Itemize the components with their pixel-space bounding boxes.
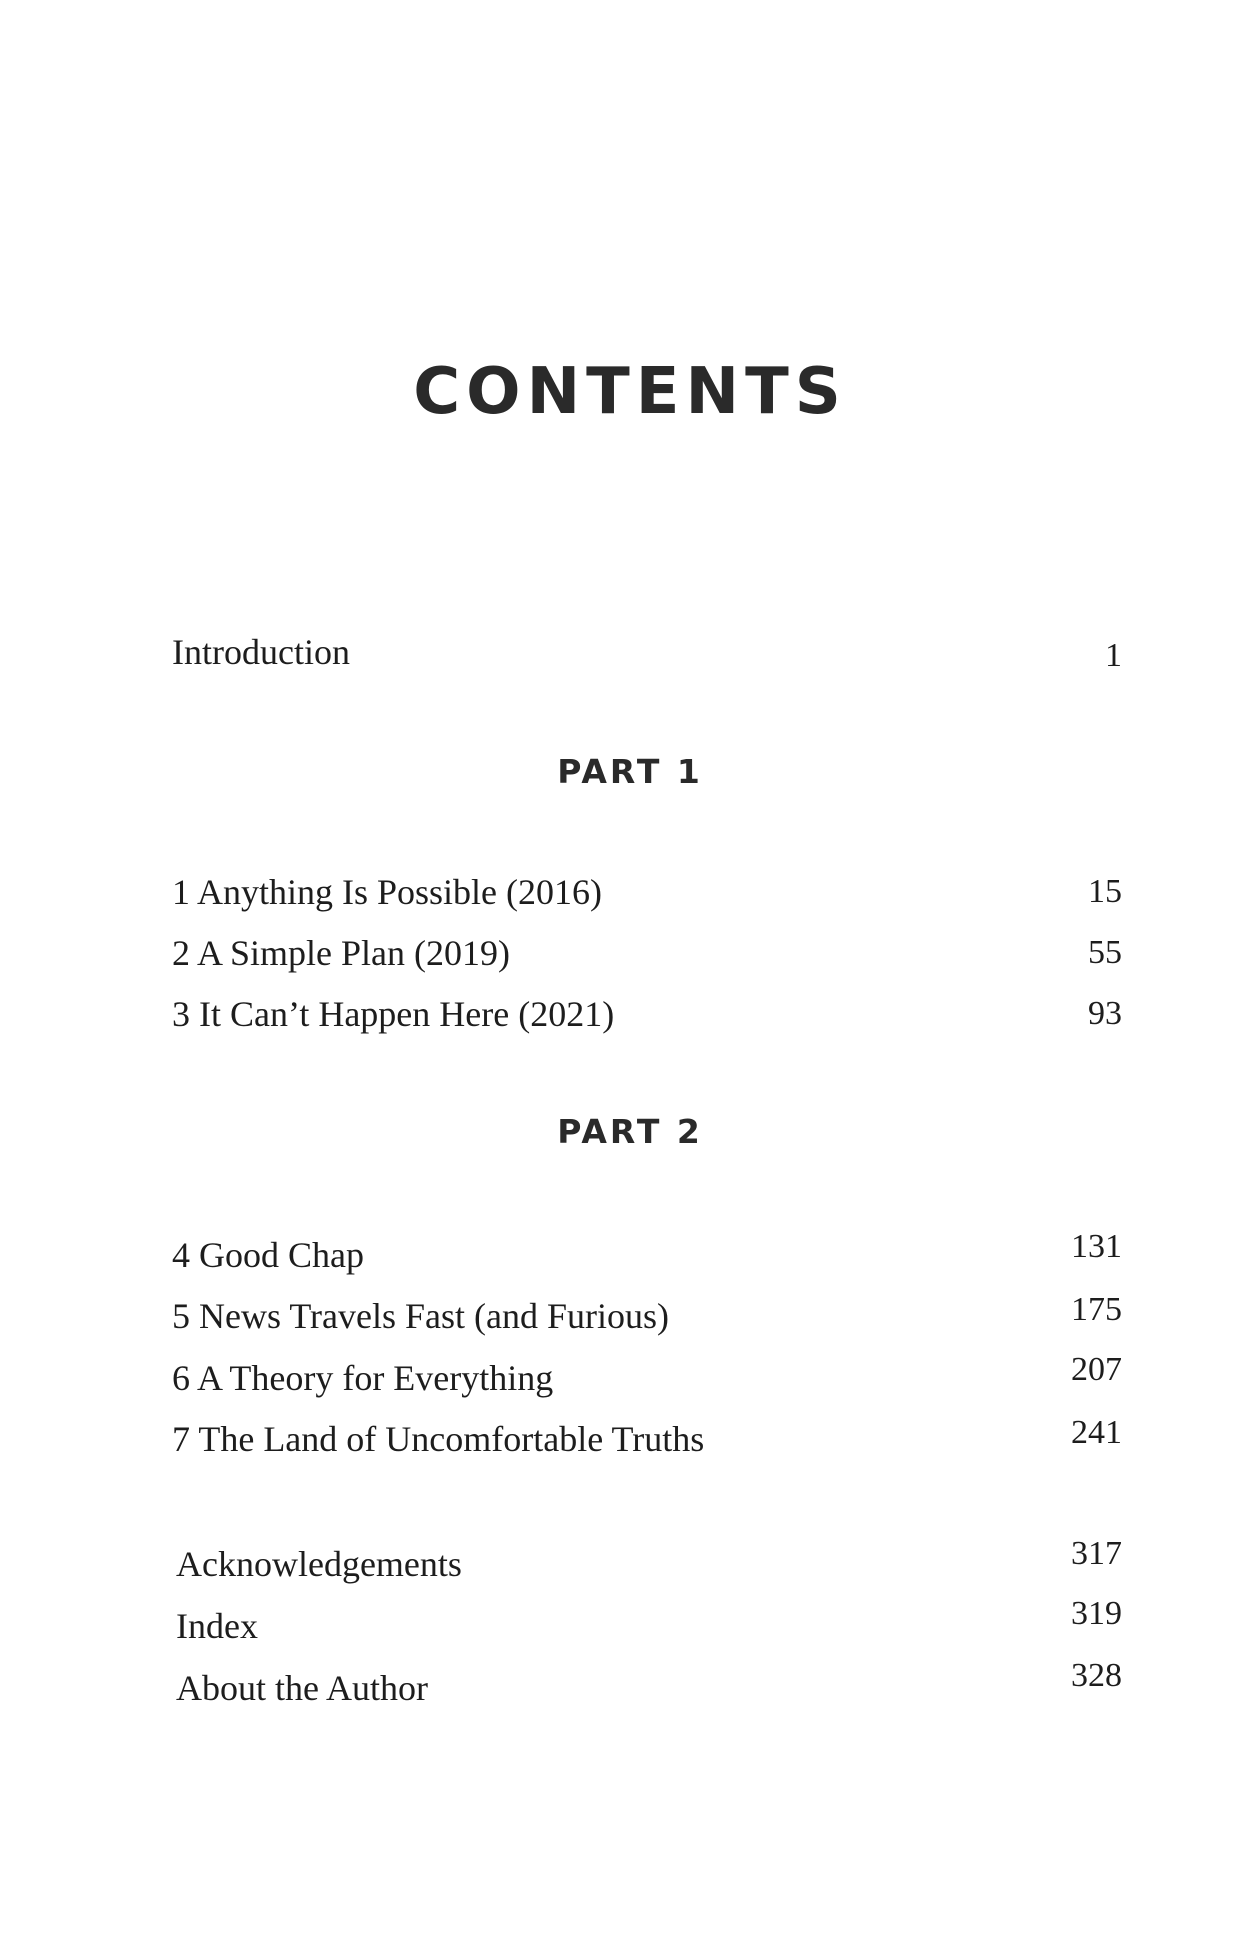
part-1-heading: PART 1 — [557, 752, 703, 791]
part-2-heading: PART 2 — [557, 1112, 703, 1151]
toc-entry-page-number: 55 — [1088, 934, 1122, 971]
toc-entry-label: 6 A Theory for Everything — [172, 1358, 554, 1398]
toc-entry-page-number: 15 — [1088, 873, 1122, 910]
toc-entry-page-number: 328 — [1071, 1657, 1122, 1694]
toc-entry-acknowledgements[interactable] — [172, 1535, 1122, 1588]
toc-entry-chapter-1[interactable] — [172, 868, 1122, 916]
toc-entry-label: 7 The Land of Uncomfortable Truths — [172, 1419, 705, 1459]
toc-entry-label: Introduction — [172, 632, 350, 672]
toc-entry-about-the-author[interactable] — [172, 1657, 1122, 1712]
toc-entry-page-number: 207 — [1071, 1351, 1122, 1388]
toc-entry-page-number: 317 — [1071, 1535, 1122, 1572]
toc-entry-chapter-7[interactable] — [172, 1415, 1122, 1463]
toc-entry-chapter-2[interactable] — [172, 929, 1122, 977]
toc-entry-introduction[interactable] — [172, 628, 1122, 676]
toc-entry-label: 2 A Simple Plan (2019) — [172, 933, 511, 973]
toc-entry-chapter-3[interactable] — [172, 990, 1122, 1038]
toc-entry-chapter-6[interactable] — [172, 1351, 1122, 1402]
page-title: CONTENTS — [413, 355, 847, 429]
toc-entry-label: About the Author — [176, 1668, 428, 1708]
toc-entry-label: Index — [176, 1606, 258, 1646]
toc-entry-chapter-4[interactable] — [172, 1228, 1122, 1279]
toc-entry-page-number: 1 — [1105, 637, 1122, 674]
toc-entry-index[interactable] — [172, 1595, 1122, 1650]
toc-entry-page-number: 131 — [1071, 1228, 1122, 1265]
toc-entry-chapter-5[interactable] — [172, 1292, 1122, 1340]
toc-entry-label: 3 It Can’t Happen Here (2021) — [172, 994, 615, 1034]
toc-entry-page-number: 241 — [1071, 1414, 1122, 1451]
toc-entry-page-number: 93 — [1088, 995, 1122, 1032]
toc-entry-page-number: 319 — [1071, 1595, 1122, 1632]
toc-entry-label: 1 Anything Is Possible (2016) — [172, 872, 603, 912]
toc-entry-label: 4 Good Chap — [172, 1235, 364, 1275]
toc-entry-label: Acknowledgements — [176, 1544, 462, 1584]
toc-entry-page-number: 175 — [1071, 1291, 1122, 1328]
toc-entry-label: 5 News Travels Fast (and Furious) — [172, 1296, 670, 1336]
